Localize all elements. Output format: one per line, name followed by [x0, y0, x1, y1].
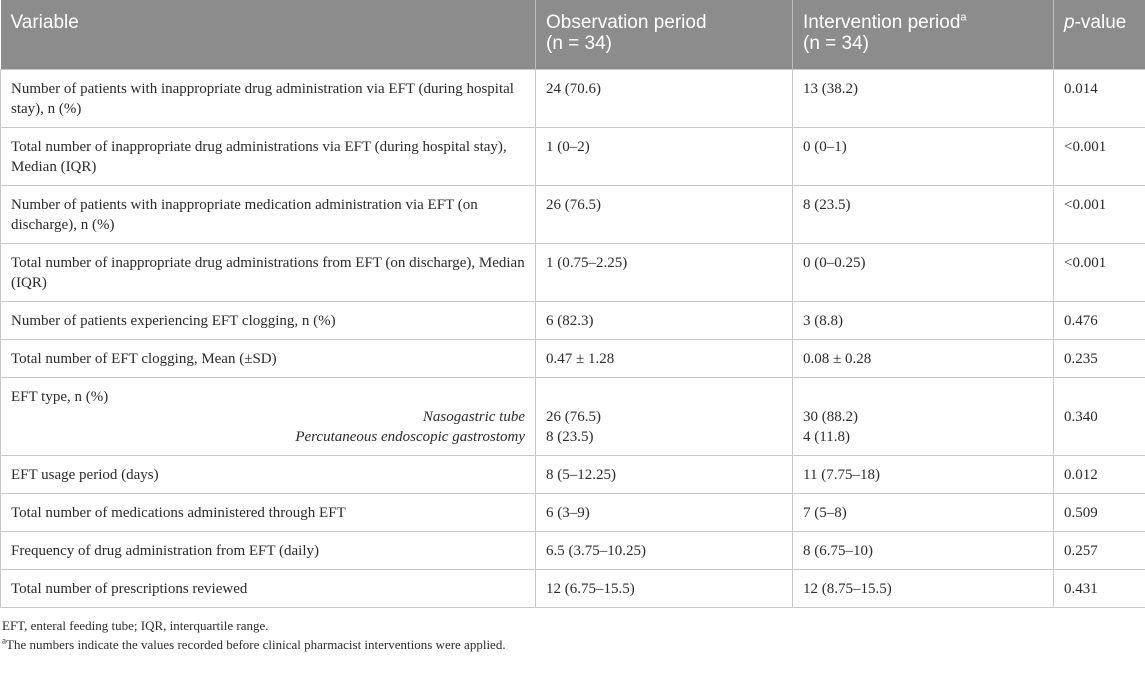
cell-pvalue: [1054, 378, 1145, 456]
header-intervention-label: Intervention period: [803, 12, 961, 33]
header-intervention-n: (n = 34): [803, 33, 870, 54]
cell-variable: Number of patients experiencing EFT clogging, n (%): [1, 302, 536, 340]
table-row: [1, 570, 1145, 608]
cell-variable: Total number of medications administered through EFT: [1, 494, 536, 532]
cell-variable: Total number of inappropriate drug administrations from EFT (on discharge), Median (IQR): [1, 244, 536, 302]
table-row: [1, 494, 1145, 532]
cell-pvalue: 0.012: [1054, 456, 1145, 494]
cell-variable: Total number of EFT clogging, Mean (±SD): [1, 340, 536, 378]
table-row: [1, 456, 1145, 494]
cell-observation: 12 (6.75–15.5): [536, 570, 793, 608]
header-pvalue-p: p: [1064, 12, 1075, 33]
header-row: [1, 0, 1145, 70]
cell-pvalue: 0.257: [1054, 532, 1145, 570]
eft-int-peg: 4 (11.8): [803, 429, 850, 445]
cell-pvalue: 0.509: [1054, 494, 1145, 532]
footnote-a-text: The numbers indicate the values recorded before clinical pharmacist interventions were applied.: [6, 637, 506, 652]
cell-intervention: 7 (5–8): [793, 494, 1054, 532]
cell-variable: [1, 378, 536, 456]
header-variable: [1, 0, 536, 70]
eft-pvalue: 0.340: [1064, 409, 1098, 425]
cell-observation: 1 (0.75–2.25): [536, 244, 793, 302]
cell-observation: 24 (70.6): [536, 70, 793, 128]
cell-observation: 0.47 ± 1.28: [536, 340, 793, 378]
cell-variable: Number of patients with inappropriate medication administration via EFT (on discharge), n (%): [1, 186, 536, 244]
header-intervention-footnote-mark: a: [960, 11, 967, 24]
cell-variable: Frequency of drug administration from EFT (daily): [1, 532, 536, 570]
cell-intervention: 0 (0–1): [793, 128, 1054, 186]
cell-pvalue: <0.001: [1054, 128, 1145, 186]
table-footnotes: [0, 608, 1145, 654]
cell-observation: 8 (5–12.25): [536, 456, 793, 494]
footnote-a: [2, 635, 1143, 654]
cell-intervention: 0 (0–0.25): [793, 244, 1054, 302]
eft-type-label: EFT type, n (%): [11, 389, 109, 405]
footnote-a-mark: a: [2, 635, 6, 646]
eft-type-sub-nasogastric: Nasogastric tube: [422, 409, 525, 425]
cell-intervention: 12 (8.75–15.5): [793, 570, 1054, 608]
eft-obs-nasogastric: 26 (76.5): [546, 409, 601, 425]
cell-observation: 26 (76.5): [536, 186, 793, 244]
cell-variable: EFT usage period (days): [1, 456, 536, 494]
cell-pvalue: 0.431: [1054, 570, 1145, 608]
table-row: [1, 302, 1145, 340]
table-row: [1, 70, 1145, 128]
cell-variable: Number of patients with inappropriate drug administration via EFT (during hospital stay), n (%): [1, 70, 536, 128]
header-observation: [536, 0, 793, 70]
table-row: [1, 532, 1145, 570]
cell-observation: 1 (0–2): [536, 128, 793, 186]
table-body: [1, 70, 1145, 608]
table-row: [1, 186, 1145, 244]
eft-obs-peg: 8 (23.5): [546, 429, 594, 445]
cell-intervention: 8 (6.75–10): [793, 532, 1054, 570]
table-row: [1, 128, 1145, 186]
cell-intervention: 11 (7.75–18): [793, 456, 1054, 494]
footnote-abbreviations: EFT, enteral feeding tube; IQR, interquartile range.: [2, 618, 269, 633]
header-variable-label: Variable: [10, 12, 79, 33]
cell-variable: Total number of inappropriate drug administrations via EFT (during hospital stay), Median (IQR): [1, 128, 536, 186]
cell-intervention: 3 (8.8): [793, 302, 1054, 340]
header-pvalue: [1054, 0, 1145, 70]
cell-intervention: 8 (23.5): [793, 186, 1054, 244]
eft-type-sub-peg: Percutaneous endoscopic gastrostomy: [295, 429, 525, 445]
cell-intervention: [793, 378, 1054, 456]
table-row: [1, 340, 1145, 378]
cell-observation: [536, 378, 793, 456]
eft-int-nasogastric: 30 (88.2): [803, 409, 858, 425]
cell-pvalue: 0.476: [1054, 302, 1145, 340]
header-observation-label: Observation period: [546, 12, 707, 33]
cell-pvalue: <0.001: [1054, 186, 1145, 244]
header-observation-n: (n = 34): [546, 33, 613, 54]
cell-variable: Total number of prescriptions reviewed: [1, 570, 536, 608]
cell-pvalue: 0.235: [1054, 340, 1145, 378]
cell-observation: 6.5 (3.75–10.25): [536, 532, 793, 570]
cell-intervention: 13 (38.2): [793, 70, 1054, 128]
cell-observation: 6 (3–9): [536, 494, 793, 532]
cell-pvalue: <0.001: [1054, 244, 1145, 302]
table-row-eft-type: [1, 378, 1145, 456]
table-row: [1, 244, 1145, 302]
table-header: [1, 0, 1145, 70]
cell-pvalue: 0.014: [1054, 70, 1145, 128]
cell-observation: 6 (82.3): [536, 302, 793, 340]
header-pvalue-rest: -value: [1074, 12, 1127, 33]
cell-intervention: 0.08 ± 0.28: [793, 340, 1054, 378]
header-intervention: [793, 0, 1054, 70]
